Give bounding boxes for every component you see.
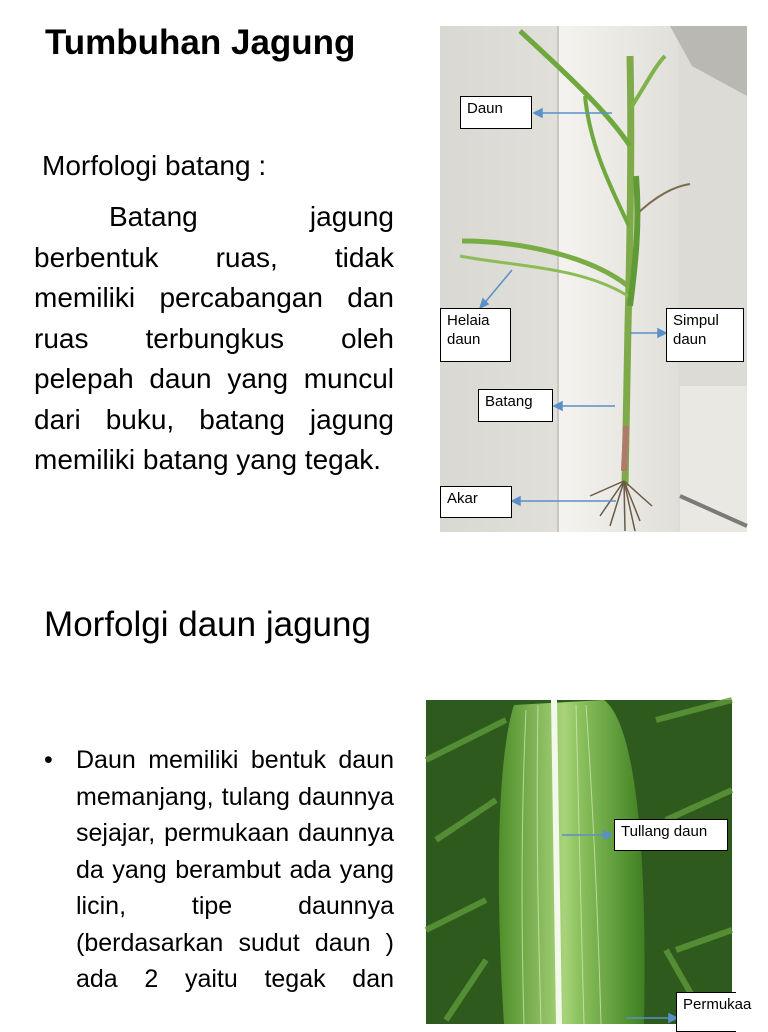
slide2-title: Morfolgi daun jagung xyxy=(44,605,371,644)
corn-leaf-illustration xyxy=(426,700,732,1024)
slide1-title: Tumbuhan Jagung xyxy=(45,23,356,62)
label-tulang-daun: Tullang daun xyxy=(614,819,728,851)
label-simpul-daun: Simpul daun xyxy=(666,308,744,362)
corn-plant-photo xyxy=(440,26,747,532)
label-daun: Daun xyxy=(460,96,532,129)
slide2-bullet-text: Daun memiliki bentuk daun memanjang, tulang daunnya sejajar, permukaan daunnya da yang berambut ada yang licin, tipe daunnya (berdasarkan sudut daun ) ada 2 yaitu tegak dan xyxy=(76,746,394,993)
corn-leaf-photo xyxy=(426,700,752,1024)
label-helaia-daun: Helaia daun xyxy=(440,308,511,362)
leaf-blade xyxy=(499,700,645,1024)
label-akar: Akar xyxy=(440,486,512,518)
bullet-marker: • xyxy=(44,746,53,774)
paragraph-text: Batang jagung berbentuk ruas, tidak memiliki percabangan dan ruas terbungkus oleh pelepah daun yang muncul dari buku, batang jagung memiliki batang yang tegak. xyxy=(34,201,394,475)
label-permukaan: Permukaa xyxy=(676,992,736,1032)
slide1-subtitle: Morfologi batang : xyxy=(42,150,267,181)
label-batang: Batang xyxy=(478,389,553,422)
slide1-paragraph xyxy=(34,197,394,481)
